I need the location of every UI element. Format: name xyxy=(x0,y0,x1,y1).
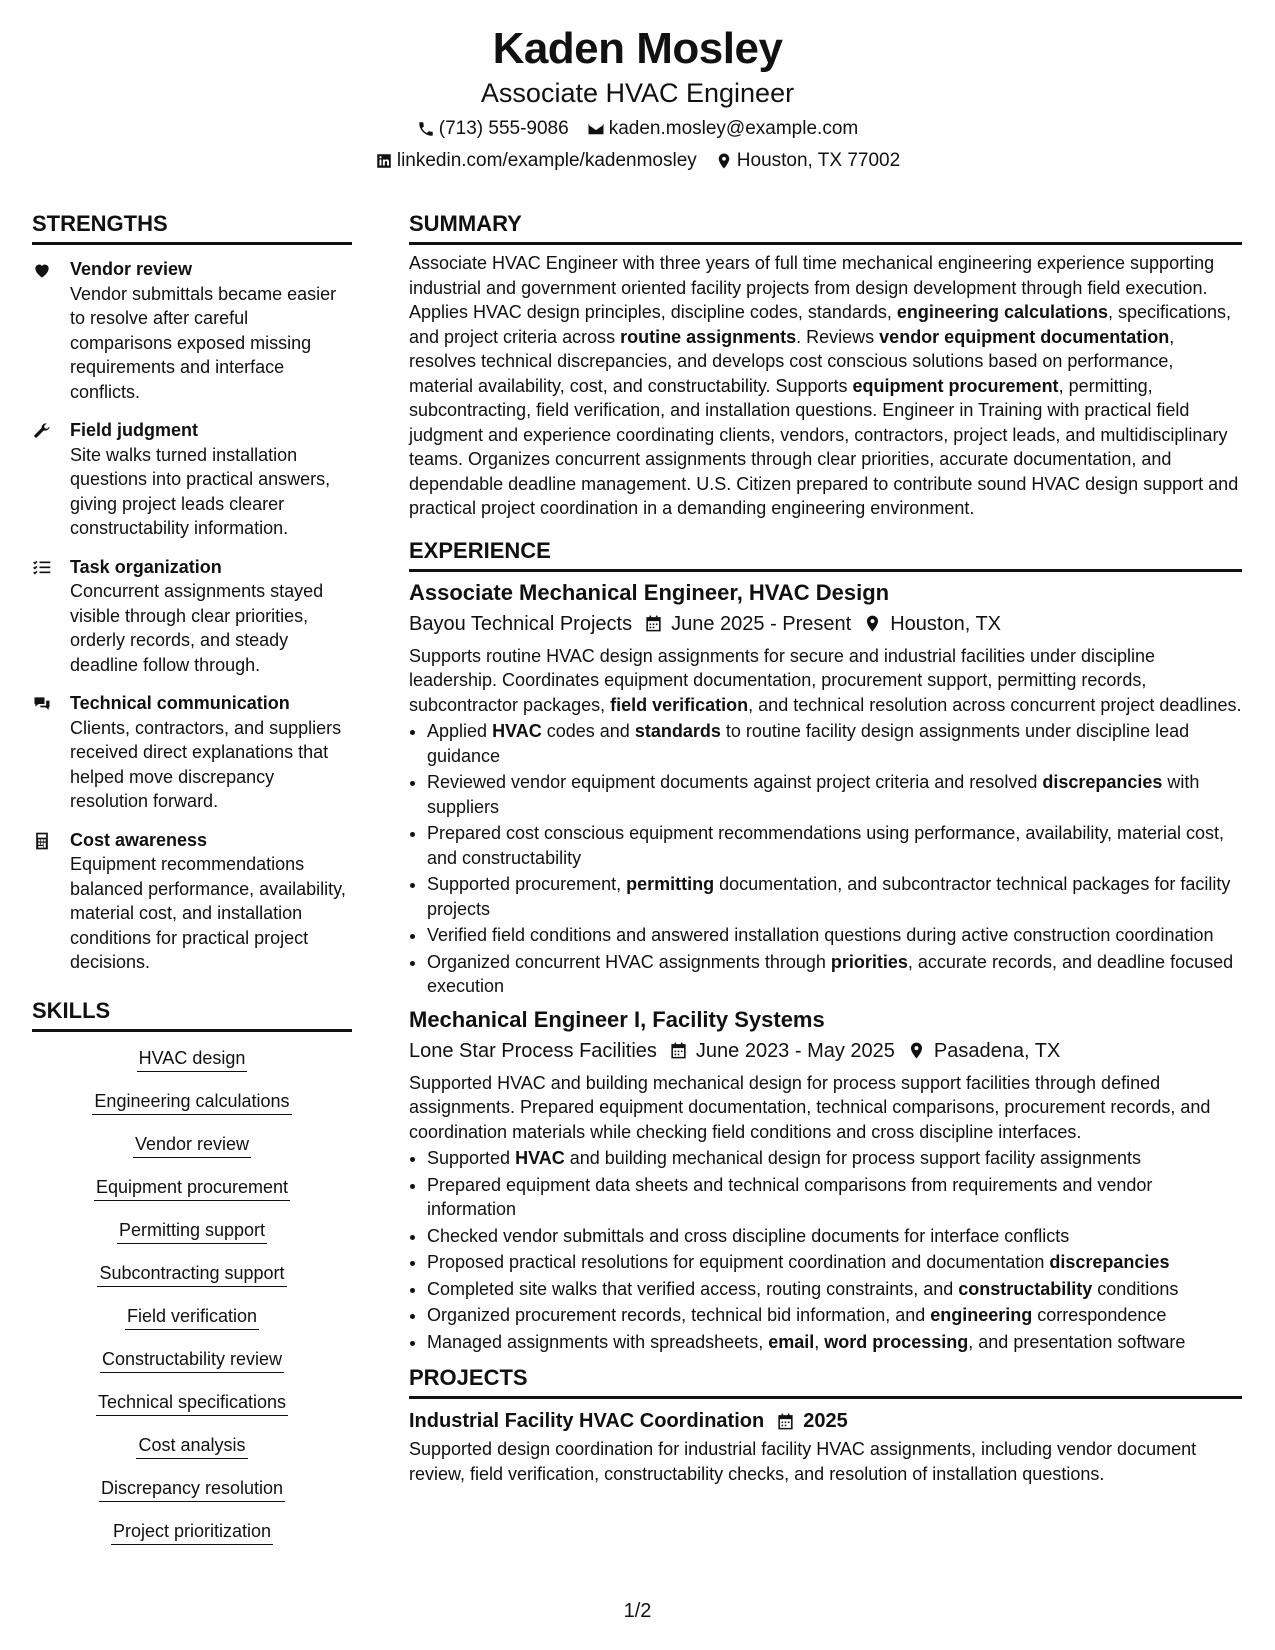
skill-tag: Permitting support xyxy=(117,1218,267,1244)
job-entry xyxy=(409,578,1242,999)
contact-row-2 xyxy=(0,148,1275,174)
linkedin-icon xyxy=(375,152,393,170)
page-number: 1/2 xyxy=(623,1600,652,1622)
map-pin-icon xyxy=(863,614,882,633)
skill-tag: HVAC design xyxy=(137,1046,248,1072)
job-company: Bayou Technical Projects xyxy=(409,612,633,635)
bold-keyword: HVAC xyxy=(492,721,542,741)
email-text: kaden.mosley@example.com xyxy=(608,118,859,139)
job-location: Houston, TX xyxy=(863,610,1001,638)
candidate-name: Kaden Mosley xyxy=(492,24,783,73)
bold-keyword: discrepancies xyxy=(1042,772,1163,792)
calendar-icon xyxy=(669,1041,688,1060)
bold-keyword: engineering calculations xyxy=(896,302,1108,322)
job-dates: June 2023 - May 2025 xyxy=(669,1037,895,1065)
projects-heading: PROJECTS xyxy=(409,1364,1242,1399)
bold-keyword: engineering xyxy=(930,1305,1033,1325)
strength-text: Equipment recommendations balanced performance, availability, material cost, and installation conditions for practical project decisions. xyxy=(70,854,346,972)
summary-text: Associate HVAC Engineer with three years of full time mechanical engineering experience supporting industrial and government oriented facility projects from design development through field execution. Applies HVAC design principles, discipline codes, standards, engineering calculations, specifications, and project criteria across routine assignments. Reviews vendor equipment documentation, resolves technical discrepancies, and develops cost conscious solutions based on performance, material availability, cost, and constructability. Supports equipment procurement, permitting, subcontracting, field verification, and installation questions. Engineer in Training with practical field judgment and experience coordinating clients, vendors, contractors, project leads, and multidisciplinary teams. Organizes concurrent assignments through clear priorities, accurate documentation, and dependable deadline management. U.S. Citizen prepared to contribute sound HVAC design support and practical project coordination in a demanding engineering environment. xyxy=(409,253,1239,518)
skill-tag: Technical specifications xyxy=(96,1390,288,1416)
strengths-list xyxy=(32,257,352,975)
strength-item xyxy=(32,828,352,975)
bullet-item: • Organized procurement records, technical bid information, and engineering correspondence xyxy=(427,1303,1242,1328)
heart-icon xyxy=(32,260,52,280)
job-meta xyxy=(409,610,1242,638)
skill-tag: Vendor review xyxy=(133,1132,251,1158)
phone-text: (713) 555-9086 xyxy=(438,118,569,139)
skill-tag: Discrepancy resolution xyxy=(99,1476,285,1502)
strength-item xyxy=(32,418,352,541)
strength-text: Clients, contractors, and suppliers received direct explanations that helped move discrepancy resolution forward. xyxy=(70,717,342,811)
chat-icon xyxy=(32,694,52,714)
calculator-icon xyxy=(32,831,52,851)
bullet-item: • Applied HVAC codes and standards to routine facility design assignments under discipline lead guidance xyxy=(427,719,1242,768)
location-text: Houston, TX 77002 xyxy=(736,150,901,171)
skills-heading: SKILLS xyxy=(32,997,352,1032)
skill-tag: Cost analysis xyxy=(136,1433,247,1459)
job-bullets xyxy=(409,1146,1242,1354)
bullet-item: • Verified field conditions and answered installation questions during active construction coordination xyxy=(427,923,1242,948)
resume-header xyxy=(0,22,1275,174)
strength-title: Task organization xyxy=(70,556,222,577)
strengths-heading: STRENGTHS xyxy=(32,210,352,245)
job-title: Associate Mechanical Engineer, HVAC Design xyxy=(409,579,890,605)
projects-list xyxy=(409,1407,1242,1486)
bold-keyword: email xyxy=(768,1331,815,1352)
strength-title: Field judgment xyxy=(70,420,198,440)
bold-keyword: vendor equipment documentation xyxy=(879,326,1170,347)
skill-tag: Subcontracting support xyxy=(97,1261,286,1287)
project-name: Industrial Facility HVAC Coordination xyxy=(409,1410,765,1432)
bold-keyword: HVAC xyxy=(515,1148,565,1168)
bullet-item: • Prepared equipment data sheets and technical comparisons from requirements and vendor information xyxy=(427,1173,1242,1222)
bold-keyword: constructability xyxy=(958,1278,1093,1299)
bold-keyword: equipment procurement xyxy=(852,375,1059,396)
calendar-icon xyxy=(644,614,663,633)
strength-text: Vendor submittals became easier to resolve after careful comparisons exposed missing requirements and interface conflicts. xyxy=(70,283,337,402)
left-column xyxy=(32,210,352,1562)
skill-tag: Project prioritization xyxy=(111,1519,273,1545)
job-meta xyxy=(409,1037,1242,1065)
job-entry xyxy=(409,1005,1242,1355)
strength-item xyxy=(32,691,352,814)
strength-text: Concurrent assignments stayed visible through clear priorities, orderly records, and steady deadline follow through. xyxy=(70,581,324,675)
strength-title: Vendor review xyxy=(70,259,193,279)
job-dates: June 2025 - Present xyxy=(644,610,851,638)
bold-keyword: routine assignments xyxy=(620,326,797,347)
project-description: Supported design coordination for industrial facility HVAC assignments, including vendor document review, field verification, constructability checks, and resolution of installation questions. xyxy=(409,1439,1197,1484)
job-bullets xyxy=(409,719,1242,999)
skill-tag: Engineering calculations xyxy=(92,1089,291,1115)
bullet-item: • Completed site walks that verified access, routing constraints, and constructability conditions xyxy=(427,1277,1242,1302)
job-description: Supports routine HVAC design assignments for secure and industrial facilities under discipline leadership. Coordinates equipment documentation, procurement support, permitting records, subcontractor packages, field verification, and technical resolution across concurrent project deadlines. xyxy=(409,645,1242,715)
bullet-item: • Organized concurrent HVAC assignments through priorities, accurate records, and deadline focused execution xyxy=(427,950,1242,999)
email-item[interactable] xyxy=(587,116,859,142)
skills-list xyxy=(32,1046,352,1545)
experience-list xyxy=(409,578,1242,1355)
experience-heading: EXPERIENCE xyxy=(409,537,1242,572)
strength-item xyxy=(32,555,352,678)
linkedin-text: linkedin.com/example/kadenmosley xyxy=(396,150,697,171)
bold-keyword: discrepancies xyxy=(1049,1252,1170,1272)
calendar-icon xyxy=(776,1412,795,1431)
right-column xyxy=(409,210,1242,1486)
skill-tag: Field verification xyxy=(125,1304,259,1330)
strength-title: Cost awareness xyxy=(70,829,208,850)
bold-keyword: field verification xyxy=(610,694,749,715)
wrench-icon xyxy=(32,421,52,441)
skill-tag: Equipment procurement xyxy=(94,1175,290,1201)
bold-keyword: priorities xyxy=(830,951,908,972)
bullet-item: • Proposed practical resolutions for equipment coordination and documentation discrepancies xyxy=(427,1250,1242,1275)
map-pin-icon xyxy=(907,1041,926,1060)
bullet-item: • Supported procurement, permitting documentation, and subcontractor technical packages for facility projects xyxy=(427,872,1242,921)
candidate-title: Associate HVAC Engineer xyxy=(480,78,795,108)
bullet-item: • Supported HVAC and building mechanical design for process support facility assignments xyxy=(427,1146,1242,1171)
phone-icon xyxy=(417,120,435,138)
job-title: Mechanical Engineer I, Facility Systems xyxy=(409,1006,825,1032)
linkedin-item[interactable] xyxy=(375,148,697,174)
strength-text: Site walks turned installation questions into practical answers, giving project leads clearer constructability information. xyxy=(70,444,331,538)
envelope-icon xyxy=(587,120,605,138)
phone-item xyxy=(417,116,569,142)
bullet-item: • Prepared cost conscious equipment recommendations using performance, availability, material cost, and constructability xyxy=(427,821,1242,870)
summary-heading: SUMMARY xyxy=(409,210,1242,245)
bullet-item: • Checked vendor submittals and cross discipline documents for interface conflicts xyxy=(427,1224,1242,1249)
bold-keyword: standards xyxy=(634,721,721,741)
strength-item xyxy=(32,257,352,404)
strength-title: Technical communication xyxy=(70,693,290,713)
contact-row-1 xyxy=(0,116,1275,142)
job-location: Pasadena, TX xyxy=(907,1037,1060,1065)
bullet-item: • Managed assignments with spreadsheets, email, word processing, and presentation software xyxy=(427,1330,1242,1355)
job-company: Lone Star Process Facilities xyxy=(409,1039,657,1062)
checklist-icon xyxy=(32,558,52,578)
bold-keyword: permitting xyxy=(626,874,715,894)
project-title xyxy=(409,1407,1242,1435)
bullet-item: • Reviewed vendor equipment documents against project criteria and resolved discrepancies with suppliers xyxy=(427,770,1242,819)
skill-tag: Constructability review xyxy=(100,1347,284,1373)
job-description: Supported HVAC and building mechanical design for process support facilities through defined assignments. Prepared equipment documentation, technical comparisons, procurement records, and coordination materials while checking field conditions and cross discipline interfaces. xyxy=(409,1072,1211,1142)
location-item xyxy=(715,148,900,174)
project-year: 2025 xyxy=(776,1407,848,1435)
map-pin-icon xyxy=(715,152,733,170)
bold-keyword: word processing xyxy=(824,1331,969,1352)
